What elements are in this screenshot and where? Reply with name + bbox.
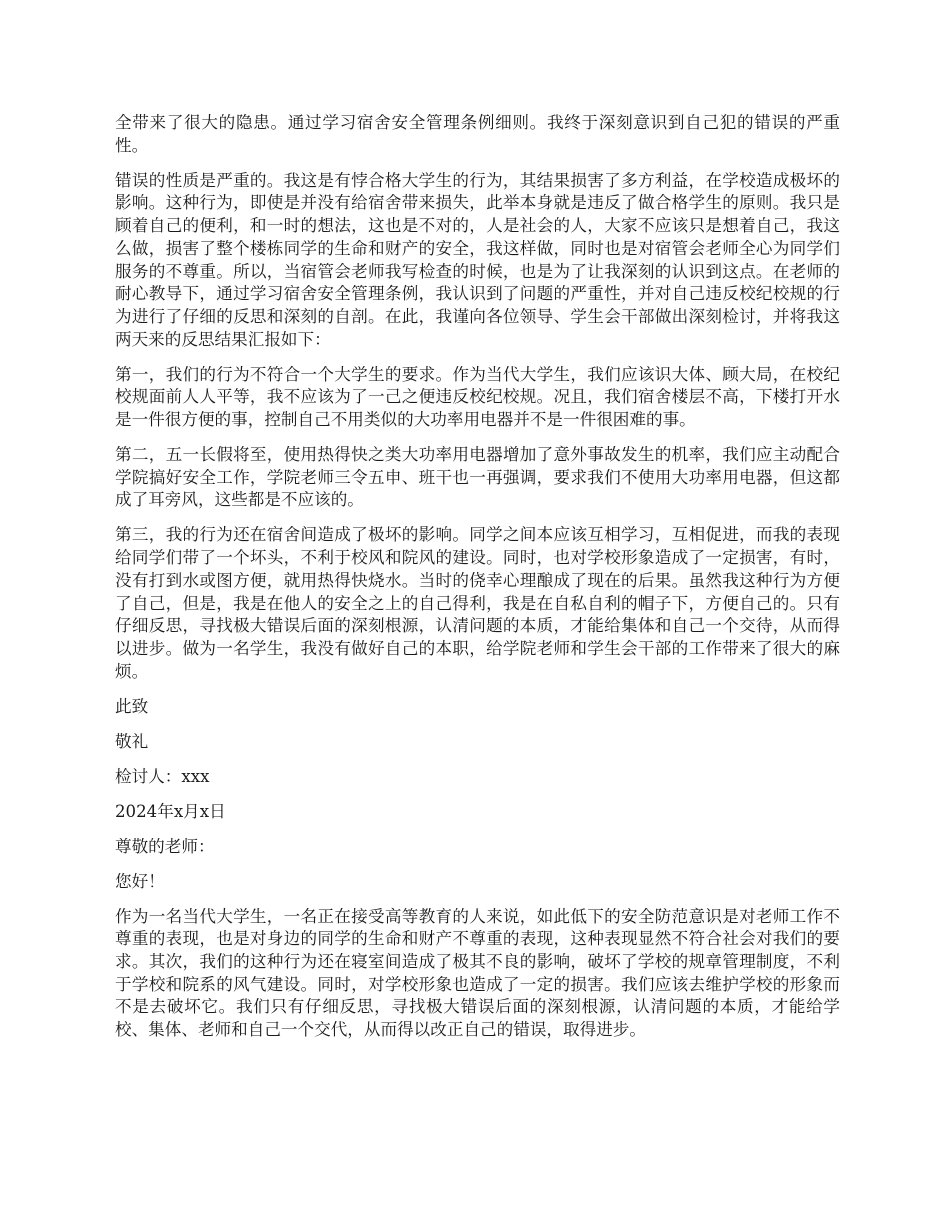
closing-regards: 敬礼 [115,731,149,751]
paragraph-point-three: 第三，我的行为还在宿舍间造成了极坏的影响。同学之间本应该互相学习，互相促进，而我的表现给同学们带了一个坏头，不利于校风和院风的建设。同时，也对学校形象造成了一定损害，有时，没有打到水或图方便，就用热得快烧水。当时的侥幸心理酿成了现在的后果。虽然我这种行为方便了自己，但是，我是在他人的安全之上的自己得利，我是在自私自利的帽子下，方便自己的。只有仔细反思，寻找极大错误后面的深刻根源，认清问题的本质，才能给集体和自己一个交待，从而得以进步。做为一名学生，我没有做好自己的本职，给学院老师和学生会干部的工作带来了很大的麻烦。 [115,525,840,681]
paragraph-point-one: 第一，我们的行为不符合一个大学生的要求。作为当代大学生，我们应该识大体、顾大局，在校纪校规面前人人平等，我不应该为了一己之便违反校纪校规。况且，我们宿舍楼层不高，下楼打开水是一件很方便的事，控制自己不用类似的大功率用电器并不是一件很困难的事。 [115,364,840,430]
paragraph-intro-continuation: 全带来了很大的隐患。通过学习宿舍安全管理条例细则。我终于深刻意识到自己犯的错误的严重性。 [115,113,840,155]
greeting-hello: 您好！ [115,871,165,891]
signature-line: 检讨人：xxx [115,766,210,786]
greeting-addressee: 尊敬的老师： [115,836,215,856]
paragraph-second-letter-body: 作为一名当代大学生，一名正在接受高等教育的人来说，如此低下的安全防范意识是对老师工作不尊重的表现，也是对身边的同学的生命和财产不尊重的表现，这种表现显然不符合社会对我们的要求。其次，我们的这种行为还在寝室间造成了极其不良的影响，破坏了学校的规章管理制度，不利于学校和院系的风气建设。同时，对学校形象也造成了一定的损害。我们应该去维护学校的形象而不是去破坏它。我们只有仔细反思，寻找极大错误后面的深刻根源，认清问题的本质，才能给学校、集体、老师和自己一个交代，从而得以改正自己的错误，取得进步。 [115,906,840,1040]
paragraph-point-two: 第二，五一长假将至，使用热得快之类大功率用电器增加了意外事故发生的机率，我们应主动配合学院搞好安全工作，学院老师三令五申、班干也一再强调，要求我们不使用大功率用电器，但这都成了耳旁风，这些都是不应该的。 [115,445,840,510]
date-line: 2024年x月x日 [115,801,226,821]
document-body [115,112,840,1054]
paragraph-nature-of-error: 错误的性质是严重的。我这是有悖合格大学生的行为，其结果损害了多方利益，在学校造成极坏的影响。这种行为，即使是并没有给宿舍带来损失，此举本身就是违反了做合格学生的原则。我只是顾着自己的便利，和一时的想法，这也是不对的，人是社会的人，大家不应该只是想着自己，我这么做，损害了整个楼栋同学的生命和财产的安全，我这样做，同时也是对宿管会老师全心为同学们服务的不尊重。所以，当宿管会老师我写检查的时候，也是为了让我深刻的认识到这点。在老师的耐心教导下，通过学习宿舍安全管理条例，我认识到了问题的严重性，并对自己违反校纪校规的行为进行了仔细的反思和深刻的自剖。在此，我谨向各位领导、学生会干部做出深刻检讨，并将我这两天来的反思结果汇报如下： [115,170,840,349]
closing-salutation: 此致 [115,696,149,716]
